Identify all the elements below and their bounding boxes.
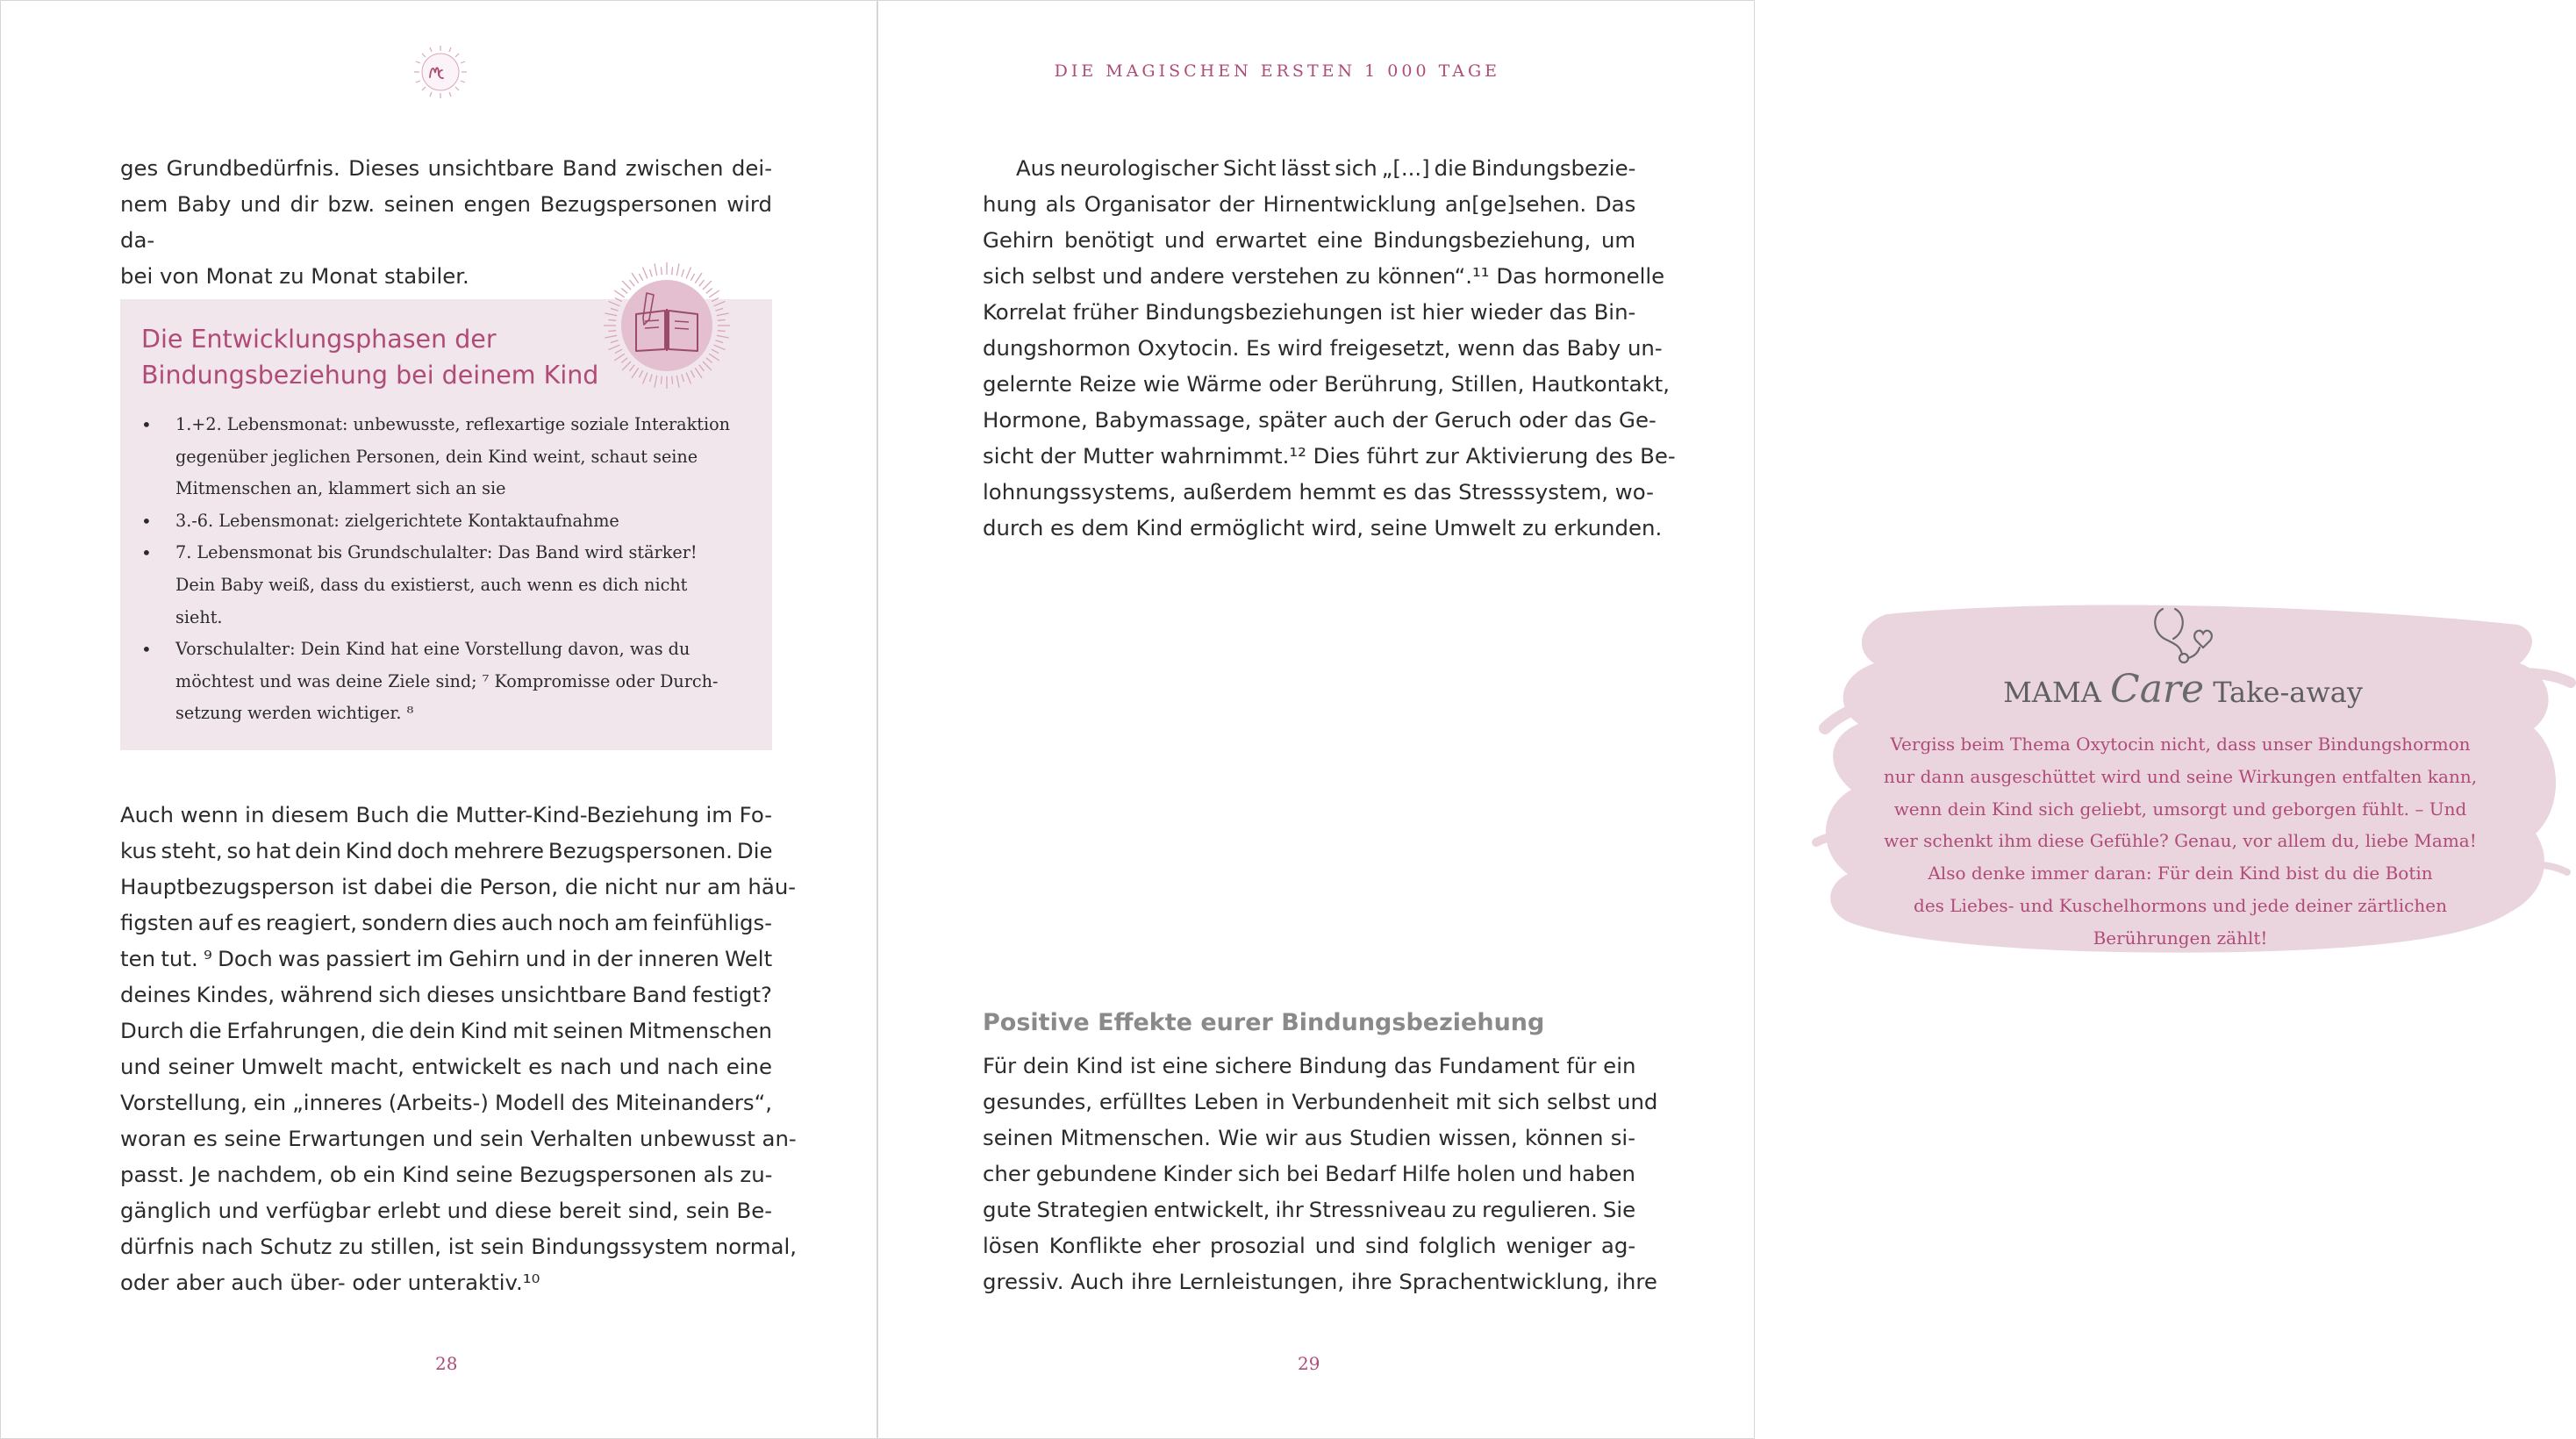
ray-line	[709, 290, 719, 297]
text-line: gelernte Reize wie Wärme oder Berührung, Stillen, Hautkontakt,	[983, 371, 1670, 397]
ray-line	[686, 373, 691, 384]
running-head: DIE MAGISCHEN ERSTEN 1 000 TAGE	[1054, 61, 1500, 81]
ray-line	[611, 340, 619, 343]
text-line: dürfnis nach Schutz zu stillen, ist sein Bindungssystem normal,	[120, 1234, 797, 1259]
ray-line	[639, 274, 642, 281]
ray-line	[682, 269, 684, 277]
text-line: lohnungssystems, außerdem hemmt es das Stresssystem, wo-	[983, 479, 1654, 505]
text-line: ges Grundbedürfnis. Dieses unsichtbare Band zwischen dei-	[120, 155, 772, 181]
ray-line	[709, 354, 719, 361]
ray-line	[676, 376, 679, 388]
ray-line	[695, 273, 702, 283]
text-line: Aus neurologischer Sicht lässt sich „[...] die Bindungsbezie-	[1016, 155, 1636, 181]
ray-line	[629, 280, 634, 286]
ray-line	[655, 263, 657, 276]
phase-list	[141, 409, 747, 730]
text-line: passt. Je nachdem, ob ein Kind seine Bezugspersonen als zu-	[120, 1162, 773, 1187]
ray-line	[703, 362, 712, 370]
left-page	[0, 0, 877, 1439]
ray-line	[639, 370, 642, 377]
ray-line	[629, 365, 634, 371]
ray-line	[615, 349, 622, 353]
ray-line	[622, 281, 631, 290]
text-line: gesundes, erfülltes Leben in Verbundenheit mit sich selbst und	[983, 1089, 1658, 1114]
text-line: und seiner Umwelt macht, entwickelt es nach und nach eine	[120, 1054, 772, 1079]
ray-line	[691, 274, 694, 281]
stethoscope-heart-icon	[2145, 605, 2224, 667]
main-paragraph	[120, 797, 797, 1300]
ray-line	[611, 309, 619, 311]
ray-line	[717, 335, 729, 338]
ray-line	[695, 368, 702, 378]
ray-line	[712, 349, 719, 353]
ray-line	[614, 290, 625, 297]
text-line: Hauptbezugsperson ist dabei die Person, die nicht nur am häu-	[120, 874, 797, 899]
ray-line	[703, 281, 712, 290]
ray-line	[661, 376, 662, 384]
ray-line	[716, 340, 724, 343]
text-line: oder aber auch über- oder unteraktiv.¹⁰	[120, 1270, 540, 1295]
text-line: woran es seine Erwartungen und sein Verhalten unbewusst an-	[120, 1126, 797, 1151]
title-line: Die Entwicklungsphasen der	[141, 325, 497, 354]
ray-line	[714, 301, 726, 305]
ray-line	[718, 319, 726, 320]
text-line: nem Baby und dir bzw. seinen engen Bezugspersonen wird da-	[120, 191, 772, 253]
ray-line	[650, 375, 653, 383]
ray-line	[714, 345, 726, 349]
text-line: figsten auf es reagiert, sondern dies auch noch am feinfühligs-	[120, 910, 772, 935]
text-line: kus steht, so hat dein Kind doch mehrere Bezugspersonen. Die	[120, 838, 773, 863]
list-item: • 1.+2. Lebensmonat: unbewusste, reflexartige soziale Interaktion gegenüber jeglichen Personen, dein Kind weint, schaut seine Mitmenschen an, klammert sich an sie	[141, 409, 747, 505]
ray-line	[676, 263, 679, 276]
text-line: sich selbst und andere verstehen zu können“.¹¹ Das hormonelle	[983, 263, 1665, 289]
title-care: Care	[2110, 667, 2205, 712]
ray-line	[661, 267, 662, 275]
list-item: • 3.-6. Lebensmonat: zielgerichtete Kontaktaufnahme	[141, 505, 747, 538]
text-line: Gehirn benötigt und erwartet eine Bindungsbeziehung, um	[983, 227, 1636, 253]
info-box-title	[141, 321, 598, 393]
text-line: Hormone, Babymassage, später auch der Geruch oder das Ge-	[983, 407, 1657, 433]
text-line: seinen Mitmenschen. Wie wir aus Studien wissen, können si-	[983, 1125, 1635, 1150]
ray-line	[691, 370, 694, 377]
info-box	[120, 299, 772, 750]
ray-line	[642, 373, 647, 384]
ray-line	[605, 313, 617, 316]
ray-line	[632, 368, 639, 378]
ray-line	[608, 331, 616, 332]
text-line: cher gebundene Kinder sich bei Bedarf Hilfe holen und haben	[983, 1161, 1635, 1186]
text-line: Vorstellung, ein „inneres (Arbeits-) Modell des Miteinanders“,	[120, 1090, 772, 1115]
takeaway-title	[1790, 667, 2576, 712]
ray-line	[672, 376, 673, 384]
ray-line	[716, 309, 724, 311]
ray-line	[699, 280, 705, 286]
list-item: • 7. Lebensmonat bis Grundschulalter: Das Band wird stärker! Dein Baby weiß, dass du existierst, auch wenn es dich nicht sieht.	[141, 537, 747, 634]
ray-line	[682, 375, 684, 383]
ray-line	[621, 288, 627, 293]
text-line: lösen Konflikte eher prosozial und sind folglich weniger ag-	[983, 1233, 1636, 1258]
text-line: Durch die Erfahrungen, die dein Kind mit seinen Mitmenschen	[120, 1018, 772, 1043]
text-line: sicht der Mutter wahrnimmt.¹² Dies führt zur Aktivierung des Be-	[983, 443, 1676, 469]
ray-line	[712, 297, 719, 301]
text-line: Auch wenn in diesem Buch die Mutter-Kind-Beziehung im Fo-	[120, 802, 772, 827]
page-number: 28	[435, 1353, 458, 1374]
text-line: gänglich und verfügbar erlebt und diese bereit sind, sein Be-	[120, 1198, 772, 1223]
ray-line	[699, 365, 705, 371]
ray-line	[706, 358, 712, 363]
ray-line	[717, 313, 729, 316]
ray-line	[655, 376, 657, 388]
ray-line	[686, 267, 691, 278]
ray-line	[650, 269, 653, 277]
right-page	[877, 0, 2478, 1439]
ray-line	[605, 335, 617, 338]
ray-line	[621, 358, 627, 363]
ray-line	[718, 331, 726, 332]
ray-line	[608, 319, 616, 320]
text-line: ten tut. ⁹ Doch was passiert im Gehirn und in der inneren Welt	[120, 946, 773, 971]
diary-book-icon	[601, 260, 733, 391]
takeaway-box	[1790, 579, 2576, 992]
ray-line	[608, 301, 619, 305]
text-line: hung als Organisator der Hirnentwicklung an[ge]sehen. Das	[983, 191, 1636, 217]
mamacare-logo-icon	[412, 44, 469, 100]
text-line: durch es dem Kind ermöglicht wird, seine Umwelt zu erkunden.	[983, 515, 1663, 541]
ray-line	[632, 273, 639, 283]
text-line: bei von Monat zu Monat stabiler.	[120, 263, 469, 289]
text-line: gute Strategien entwickelt, ihr Stressniveau zu regulieren. Sie	[983, 1197, 1636, 1222]
ray-line	[615, 297, 622, 301]
section-paragraph	[983, 1048, 1658, 1299]
text-line: deines Kindes, während sich dieses unsichtbare Band festigt?	[120, 982, 772, 1007]
ray-line	[672, 267, 673, 275]
ray-line	[706, 288, 712, 293]
ray-line	[608, 345, 619, 349]
text-line: gressiv. Auch ihre Lernleistungen, ihre Sprachentwicklung, ihre	[983, 1269, 1657, 1294]
text-line: Für dein Kind ist eine sichere Bindung das Fundament für ein	[983, 1053, 1636, 1078]
title-suffix: Take-away	[2213, 676, 2363, 709]
list-item: • Vorschulalter: Dein Kind hat eine Vorstellung davon, was du möchtest und was deine Ziele sind; ⁷ Kompromisse oder Durch- setzung werden wichtiger. ⁸	[141, 634, 747, 730]
page-number: 29	[1298, 1353, 1320, 1374]
ray-line	[642, 267, 647, 278]
text-line: Korrelat früher Bindungsbeziehungen ist hier wieder das Bin-	[983, 299, 1636, 325]
section-heading: Positive Effekte eurer Bindungsbeziehung	[983, 1009, 1545, 1036]
title-prefix: MAMA	[2003, 676, 2101, 709]
neurology-paragraph	[983, 150, 1676, 546]
text-line: dungshormon Oxytocin. Es wird freigesetzt, wenn das Baby un-	[983, 335, 1663, 361]
ray-line	[622, 362, 631, 370]
ray-line	[614, 354, 625, 361]
takeaway-text: Vergiss beim Thema Oxytocin nicht, dass unser Bindungshormon nur dann ausgeschüttet wird und seine Wirkungen entfalten kann, wenn dein Kind sich geliebt, umsorgt und geborgen fühlt. – Und wer schenkt ihm diese Gefühle? Genau, vor allem du, liebe Mama! Also denke immer daran: Für dein Kind bist du die Botin des Liebes- und Kuschelhormons und jede deiner zärtlichen Berührungen zählt!	[1883, 734, 2478, 949]
title-line: Bindungsbeziehung bei deinem Kind	[141, 361, 599, 390]
